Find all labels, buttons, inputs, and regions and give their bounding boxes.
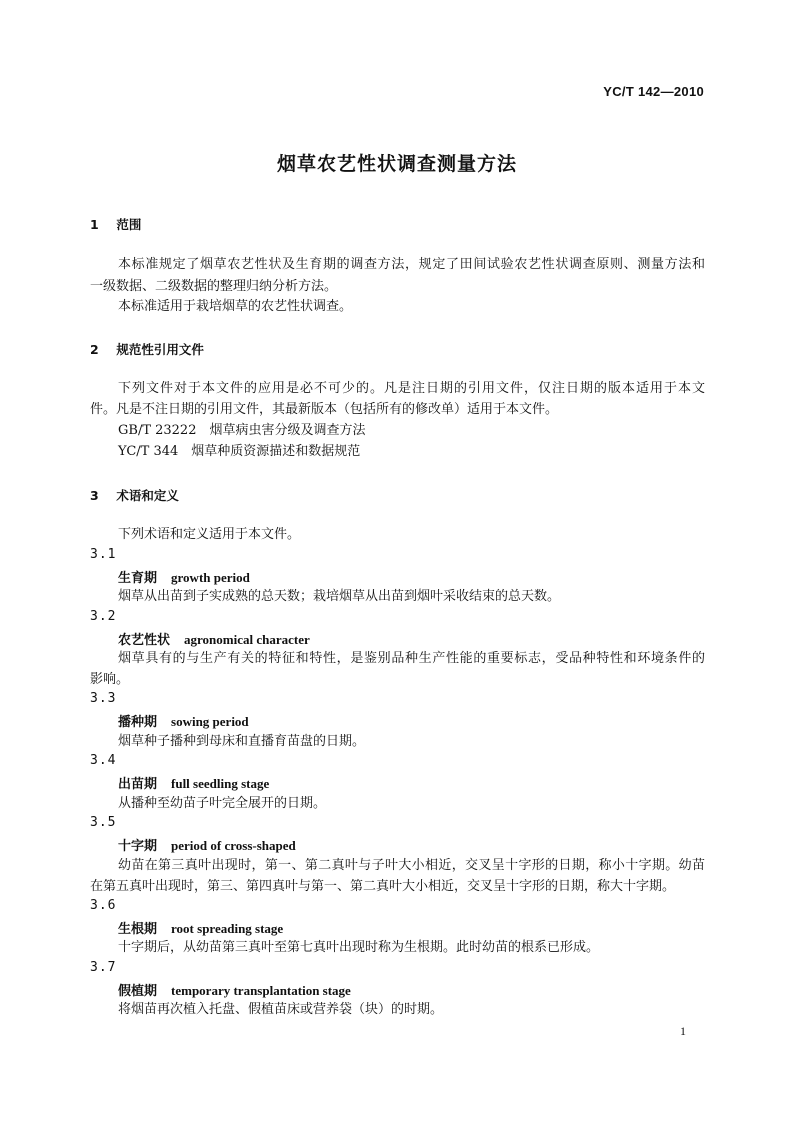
term-en: root spreading stage — [171, 921, 284, 936]
term-definition: 烟草从出苗到子实成熟的总天数；栽培烟草从出苗到烟叶采收结束的总天数。 — [118, 589, 561, 604]
section-number: 3 — [90, 488, 99, 503]
term-heading — [118, 835, 296, 854]
paragraph-line: 件。凡是不注日期的引用文件，其最新版本（包括所有的修改单）适用于本文件。 — [90, 402, 559, 417]
term-en: temporary transplantation stage — [171, 983, 351, 998]
term-zh: 生育期 — [118, 571, 158, 586]
term-heading — [118, 980, 351, 999]
term-definition: 幼苗在第三真叶出现时，第一、第二真叶与子叶大小相近，交叉呈十字形的日期，称小十字期。幼苗 — [118, 858, 705, 873]
term-heading — [118, 918, 283, 937]
section-heading-normative-references — [90, 340, 204, 358]
section-number: 2 — [90, 342, 99, 357]
term-definition: 从播种至幼苗子叶完全展开的日期。 — [118, 796, 327, 811]
term-definition: 在第五真叶出现时，第三、第四真叶与第一、第二真叶大小相近，交叉呈十字形的日期，称大十字期。 — [90, 879, 676, 894]
document-code: YC/T 142—2010 — [603, 84, 704, 99]
term-zh: 出苗期 — [118, 777, 158, 792]
term-zh: 十字期 — [118, 839, 158, 854]
clause-number: 3.3 — [90, 691, 117, 706]
term-zh: 播种期 — [118, 715, 158, 730]
term-definition: 烟草具有的与生产有关的特征和特性，是鉴别品种生产性能的重要标志，受品种特性和环境条件的 — [118, 651, 705, 666]
paragraph-line: 本标准规定了烟草农艺性状及生育期的调查方法，规定了田间试验农艺性状调查原则、测量方法和 — [118, 257, 705, 272]
term-en: growth period — [171, 570, 250, 585]
term-definition: 烟草种子播种到母床和直播育苗盘的日期。 — [118, 734, 366, 749]
term-en: full seedling stage — [171, 776, 270, 791]
term-heading — [118, 711, 249, 730]
term-definition: 将烟苗再次植入托盘、假植苗床或营养袋（块）的时期。 — [118, 1002, 444, 1017]
section-title: 规范性引用文件 — [116, 342, 204, 357]
paragraph-line: 本标准适用于栽培烟草的农艺性状调查。 — [118, 299, 353, 314]
section-title: 范围 — [116, 217, 142, 232]
term-zh: 假植期 — [118, 984, 158, 999]
section-title: 术语和定义 — [116, 488, 179, 503]
term-en: period of cross-shaped — [171, 838, 296, 853]
page-number: 1 — [680, 1024, 686, 1038]
term-en: sowing period — [171, 714, 249, 729]
clause-number: 3.6 — [90, 898, 117, 913]
term-definition: 影响。 — [90, 672, 130, 687]
clause-number: 3.5 — [90, 815, 117, 830]
term-heading — [118, 629, 310, 648]
term-definition: 十字期后，从幼苗第三真叶至第七真叶出现时称为生根期。此时幼苗的根系已形成。 — [118, 940, 600, 955]
clause-number: 3.2 — [90, 609, 117, 624]
paragraph-line: 下列文件对于本文件的应用是必不可少的。凡是注日期的引用文件，仅注日期的版本适用于本文 — [118, 381, 705, 396]
paragraph-line: 下列术语和定义适用于本文件。 — [118, 527, 301, 542]
section-heading-terms-definitions — [90, 486, 179, 504]
term-heading — [118, 567, 250, 586]
document-title: 烟草农艺性状调查测量方法 — [276, 153, 517, 175]
term-en: agronomical character — [184, 632, 310, 647]
section-number: 1 — [90, 217, 99, 232]
term-zh: 农艺性状 — [118, 633, 171, 648]
term-zh: 生根期 — [118, 922, 158, 937]
clause-number: 3.7 — [90, 960, 117, 975]
reference-item: YC/T 344 烟草种质资源描述和数据规范 — [118, 444, 361, 459]
section-heading-scope — [90, 215, 141, 233]
paragraph-line: 一级数据、二级数据的整理归纳分析方法。 — [90, 279, 338, 294]
term-heading — [118, 773, 269, 792]
clause-number: 3.1 — [90, 547, 117, 562]
clause-number: 3.4 — [90, 753, 117, 768]
reference-item: GB/T 23222 烟草病虫害分级及调查方法 — [118, 423, 366, 438]
